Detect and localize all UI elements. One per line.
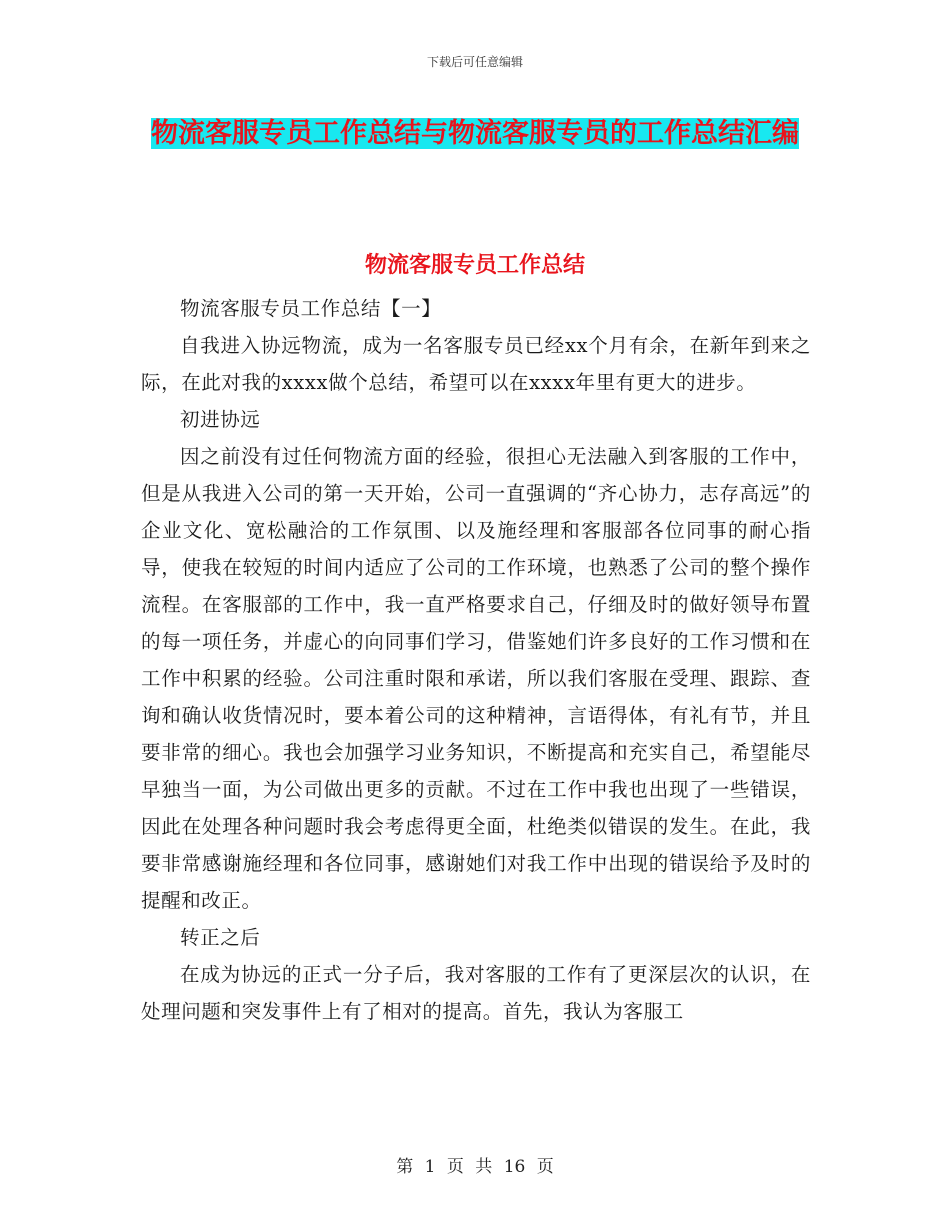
paragraph-heading: 转正之后 (180, 926, 261, 949)
paragraph-heading: 初进协远 (180, 408, 261, 431)
document-body (141, 290, 811, 1030)
header-note: 下载后可任意编辑 (426, 55, 523, 69)
paragraph: 自我进入协远物流，成为一名客服专员已经xx个月有余，在新年到来之际，在此对我的xxxx做个总结，希望可以在xxxx年里有更大的进步。 (141, 334, 811, 394)
document-title (140, 112, 810, 156)
paragraph-subtitle: 物流客服专员工作总结【一】 (180, 297, 442, 320)
paragraph: 在成为协远的正式一分子后，我对客服的工作有了更深层次的认识，在处理问题和突发事件上有了相对的提高。首先，我认为客服工 (141, 963, 811, 1023)
document-title-text: 物流客服专员工作总结与物流客服专员的工作总结汇编 (151, 118, 799, 149)
section-title: 物流客服专员工作总结 (364, 252, 585, 278)
paragraph: 因之前没有过任何物流方面的经验，很担心无法融入到客服的工作中，但是从我进入公司的第一天开始，公司一直强调的“齐心协力，志存高远”的企业文化、宽松融洽的工作氛围、以及施经理和客服部各位同事的耐心指导，使我在较短的时间内适应了公司的工作环境，也熟悉了公司的整个操作流程。在客服部的工作中，我一直严格要求自己，仔细及时的做好领导布置的每一项任务，并虚心的向同事们学习，借鉴她们许多良好的工作习惯和在工作中积累的经验。公司注重时限和承诺，所以我们客服在受理、跟踪、查询和确认收货情况时，要本着公司的这种精神，言语得体，有礼有节，并且要非常的细心。我也会加强学习业务知识，不断提高和充实自己，希望能尽早独当一面，为公司做出更多的贡献。不过在工作中我也出现了一些错误，因此在处理各种问题时我会考虑得更全面，杜绝类似错误的发生。在此，我要非常感谢施经理和各位同事，感谢她们对我工作中出现的错误给予及时的提醒和改正。 (141, 445, 811, 912)
page-footer: 第 1 页 共 16 页 (396, 1157, 554, 1177)
